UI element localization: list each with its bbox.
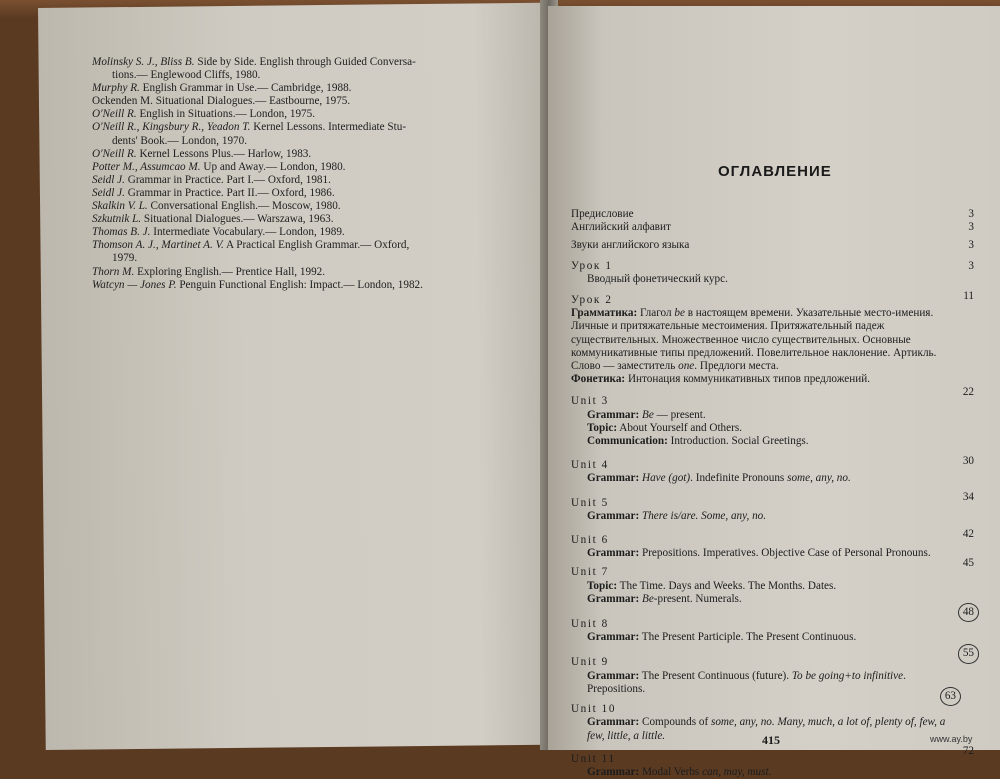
toc-title: ОГЛАВЛЕНИЕ — [718, 163, 832, 180]
bibliography-entry — [92, 266, 512, 279]
toc-description — [571, 766, 976, 779]
text: -present. Numerals. — [653, 592, 742, 605]
text: The Present Participle. The Present Continuous. — [639, 631, 857, 644]
text: Интонация коммуникативных типов предложений. — [625, 373, 871, 386]
bibliography-continuation: dents' Book.— London, 1970. — [112, 134, 248, 147]
bibliography-entry — [92, 148, 512, 161]
grammar-label: Grammar: — [587, 765, 640, 778]
page-number: 415 — [762, 733, 780, 747]
text: be — [674, 307, 685, 320]
grammar-label: Grammar: — [587, 408, 640, 421]
toc-label: Unit 10 — [571, 703, 617, 716]
toc-label: Звуки английского языка — [571, 239, 690, 252]
bibliography-author: O'Neill R. — [92, 147, 137, 160]
toc-item-unit9 — [571, 647, 976, 669]
text: Have (got) — [639, 472, 691, 485]
toc-description — [571, 670, 976, 696]
toc-description — [571, 409, 976, 449]
bibliography-text: Up and Away.— London, 1980. — [200, 160, 346, 173]
text: Modal Verbs — [639, 765, 703, 778]
toc-description — [571, 510, 976, 523]
toc-label: Unit 6 — [571, 534, 609, 547]
phonetics-label: Фонетика: — [571, 373, 626, 386]
text: . Предлоги места. — [694, 360, 779, 373]
grammar-label: Grammar: — [587, 631, 640, 644]
text: some, any, no. — [787, 472, 851, 485]
toc-label: Unit 9 — [571, 656, 609, 669]
bibliography-entry — [92, 187, 512, 200]
toc-label: Unit 3 — [571, 395, 609, 408]
text: Be — [641, 408, 654, 421]
text: . Prepositions. — [587, 669, 906, 695]
table-of-contents — [571, 208, 976, 779]
toc-page: 3 — [968, 259, 974, 272]
bibliography-text: Kernel Lessons. Intermediate Stu- — [250, 121, 407, 134]
toc-label: Урок 2 — [571, 294, 613, 307]
bibliography-text: English Grammar in Use.— Cambridge, 1988. — [139, 82, 352, 95]
bibliography-continuation: 1979. — [112, 252, 138, 265]
toc-description — [571, 547, 976, 560]
toc-item-unit7 — [571, 557, 976, 579]
toc-description — [571, 580, 976, 606]
bibliography-entry — [92, 200, 512, 213]
bibliography-author: Seidl J. — [92, 186, 125, 199]
bibliography-author: Thomson A. J., Martinet A. V. — [92, 239, 224, 252]
toc-description — [571, 307, 976, 386]
bibliography-author: Watcyn — Jones P. — [92, 278, 177, 291]
toc-page: 34 — [962, 490, 974, 503]
toc-description: Вводный фонетический курс. — [587, 272, 728, 285]
toc-page: 3 — [968, 208, 974, 220]
toc-label: Unit 7 — [571, 566, 609, 579]
text: The Time. Days and Weeks. The Months. Dates. — [617, 579, 837, 592]
text: в настоящем времени. Указательные место-имения. Личные и притяжательные местоимения. Притяжательный падеж существительных. Множественное число существительных. Основные коммуникативные типы предложений. Повелительное наклонение. Артикль. Слово — заместитель — [571, 307, 937, 373]
bibliography-author: Murphy R. — [92, 82, 140, 95]
bibliography-text: Intermediate Vocabulary.— London, 1989. — [150, 226, 345, 239]
toc-item-alphabet — [571, 221, 976, 234]
toc-item-unit3 — [571, 386, 976, 408]
toc-page: 72 — [962, 744, 974, 757]
text: To be going+to infinitive — [791, 669, 904, 682]
toc-page: 22 — [962, 386, 974, 399]
toc-item-preface — [571, 208, 976, 221]
grammar-label: Grammar: — [587, 509, 640, 522]
grammar-label: Грамматика: — [571, 307, 638, 320]
toc-item-unit10 — [571, 690, 976, 716]
toc-page: 45 — [962, 557, 974, 570]
text: Compounds of — [639, 716, 711, 729]
bibliography-text: A Practical English Grammar.— Oxford, — [223, 239, 410, 252]
toc-label: Английский алфавит — [571, 221, 671, 234]
bibliography-text: Side by Side. English through Guided Conversa- — [194, 56, 416, 68]
bibliography-author: Potter M., Assumcao M. — [92, 160, 201, 173]
bibliography-author: O'Neill R. — [92, 108, 137, 121]
toc-page-circled: 63 — [940, 687, 961, 706]
toc-page: 11 — [963, 290, 974, 303]
toc-page-circled: 48 — [958, 603, 979, 622]
grammar-label: Grammar: — [587, 716, 640, 729]
text: There is/are. Some, any, no. — [639, 509, 767, 522]
bibliography-text: Kernel Lessons Plus.— Harlow, 1983. — [136, 147, 312, 160]
toc-item-unit8 — [571, 606, 976, 631]
bibliography-entry — [92, 82, 512, 95]
toc-label: Урок 1 — [571, 259, 613, 272]
text: — present. — [653, 408, 706, 421]
text: Prepositions. Imperatives. Objective Case of Personal Pronouns. — [639, 547, 931, 560]
text: some, any, no. Many, much, a lot of, plenty of, few, a few, little, a little. — [587, 716, 946, 742]
bibliography-text: Conversational English.— Moscow, 1980. — [147, 200, 341, 213]
toc-description — [571, 631, 976, 644]
bibliography-continuation: tions.— Englewood Cliffs, 1980. — [112, 69, 261, 82]
grammar-label: Grammar: — [587, 669, 640, 682]
bibliography-text: Penguin Functional English: Impact.— London, 1982. — [176, 278, 423, 291]
toc-item-sounds — [571, 239, 976, 252]
toc-label: Unit 8 — [571, 618, 609, 631]
toc-label: Unit 5 — [571, 496, 609, 509]
bibliography-author: Molinsky S. J., Bliss B. — [92, 56, 195, 68]
toc-page: 3 — [968, 239, 974, 252]
bibliography-list — [92, 56, 512, 292]
bibliography-author: Szkutnik L. — [92, 213, 142, 226]
bibliography-text: Exploring English.— Prentice Hall, 1992. — [134, 265, 326, 278]
bibliography-entry — [92, 56, 512, 69]
bibliography-author: Thomas B. J. — [92, 226, 151, 239]
watermark: www.ay.by — [930, 734, 973, 744]
toc-item-unit5 — [571, 490, 976, 510]
toc-page: 30 — [962, 455, 974, 468]
bibliography-entry — [92, 174, 512, 187]
bibliography-author: Skalkin V. L. — [92, 200, 148, 213]
bibliography-text: Grammar in Practice. Part II.— Oxford, 1986. — [124, 186, 335, 199]
bibliography-author: Thorn M. — [92, 265, 135, 278]
grammar-label: Grammar: — [587, 547, 640, 560]
bibliography-text: Situational Dialogues.— Warszawa, 1963. — [141, 213, 334, 226]
toc-label: Предисловие — [571, 208, 634, 220]
text: Be — [639, 592, 654, 605]
bibliography-author: O'Neill R., Kingsbury R., Yeadon T. — [92, 121, 251, 134]
toc-page: 42 — [962, 528, 974, 541]
topic-label: Topic: — [587, 421, 618, 434]
grammar-label: Grammar: — [587, 592, 640, 605]
bibliography-text: Grammar in Practice. Part I.— Oxford, 1981. — [124, 173, 331, 186]
text: can, may, must. — [702, 765, 772, 778]
toc-page-circled: 55 — [958, 644, 979, 663]
toc-item-unit11 — [571, 744, 976, 766]
bibliography-entry — [92, 239, 512, 252]
text: one — [678, 360, 695, 373]
bibliography-text: English in Situations.— London, 1975. — [136, 108, 316, 121]
toc-item-unit4 — [571, 455, 976, 472]
grammar-label: Grammar: — [587, 472, 640, 485]
toc-item-lesson2 — [571, 290, 976, 307]
text: Глагол — [637, 307, 675, 320]
text: Introduction. Social Greetings. — [667, 435, 809, 448]
toc-label: Unit 11 — [571, 752, 616, 765]
communication-label: Communication: — [587, 435, 668, 448]
bibliography-entry — [92, 95, 512, 108]
bibliography-entry — [92, 108, 512, 121]
toc-item-unit6 — [571, 528, 976, 547]
bibliography-entry — [92, 121, 512, 134]
bibliography-author: Seidl J. — [92, 173, 125, 186]
bibliography-text: Ockenden M. Situational Dialogues.— Eastbourne, 1975. — [92, 95, 351, 108]
bibliography-entry — [92, 161, 512, 174]
toc-label: Unit 4 — [571, 459, 609, 472]
toc-description — [571, 472, 976, 485]
bibliography-entry — [92, 213, 512, 226]
bibliography-entry — [92, 279, 512, 292]
toc-page: 3 — [968, 221, 974, 234]
bibliography-entry — [92, 226, 512, 239]
text: The Present Continuous (future). — [639, 669, 792, 682]
topic-label: Topic: — [587, 579, 618, 592]
text: . Indefinite Pronouns — [690, 472, 788, 485]
text: About Yourself and Others. — [617, 421, 742, 434]
toc-item-lesson1 — [571, 260, 976, 273]
